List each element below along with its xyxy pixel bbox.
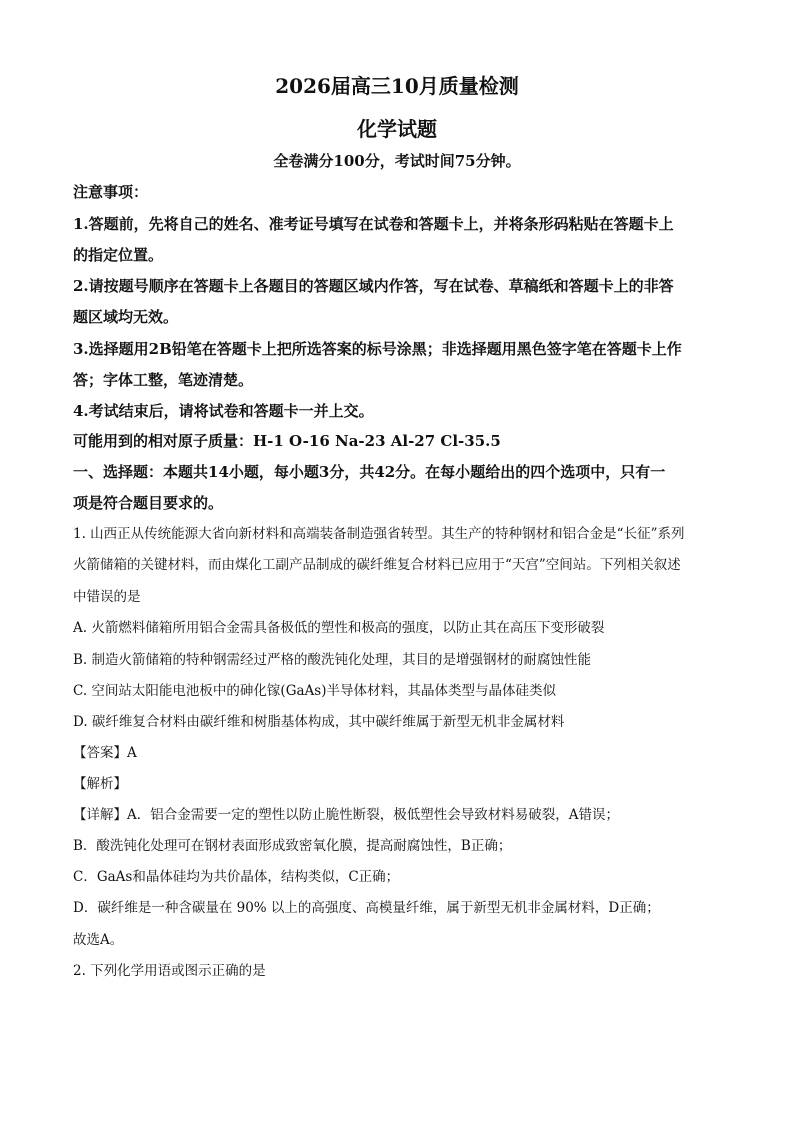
detail-line-1: 【详解】A．铝合金需要一定的塑性以防止脆性断裂，极低塑性会导致材料易破裂，A错误； bbox=[73, 807, 619, 823]
detail-line-4: D．碳纤维是一种含碳量在 90% 以上的高强度、高模量纤维，属于新型无机非金属材料，D正确； bbox=[73, 900, 660, 916]
note-3-line-2: 答；字体工整，笔迹清楚。 bbox=[73, 371, 254, 389]
question-1-stem-line-1: 1. 山西正从传统能源大省向新材料和高端装备制造强省转型。其生产的特种钢材和铝合金是“长征”系列 bbox=[73, 526, 685, 542]
note-4: 4.考试结束后，请将试卷和答题卡一并上交。 bbox=[73, 402, 374, 420]
question-1-option-c: C. 空间站太阳能电池板中的砷化镓(GaAs)半导体材料，其晶体类型与晶体硅类似 bbox=[73, 683, 556, 699]
answer-value: A bbox=[127, 745, 137, 761]
exam-info: 全卷满分100分，考试时间75分钟。 bbox=[273, 152, 521, 170]
subject-title: 化学试题 bbox=[357, 117, 437, 141]
question-1-option-b: B. 制造火箭储箱的特种钢需经过严格的酸洗钝化处理，其目的是增强钢材的耐腐蚀性能 bbox=[73, 652, 592, 668]
answer-label: 【答案】 bbox=[73, 745, 127, 761]
atomic-masses: 可能用到的相对原子质量：H-1 O-16 Na-23 Al-27 Cl-35.5 bbox=[73, 432, 501, 450]
section-1-heading-line-1: 一、选择题：本题共14小题，每小题3分，共42分。在每小题给出的四个选项中，只有一 bbox=[73, 463, 666, 481]
analysis-label: 【解析】 bbox=[73, 776, 127, 792]
question-1-option-d: D. 碳纤维复合材料由碳纤维和树脂基体构成，其中碳纤维属于新型无机非金属材料 bbox=[73, 714, 565, 730]
answer-row bbox=[73, 741, 723, 765]
question-1-stem-line-3: 中错误的是 bbox=[73, 589, 141, 605]
conclusion: 故选A。 bbox=[73, 932, 124, 948]
exam-title: 2026届高三10月质量检测 bbox=[275, 74, 519, 98]
note-2-line-2: 题区域均无效。 bbox=[73, 308, 179, 326]
detail-line-2: B．酸洗钝化处理可在钢材表面形成致密氧化膜，提高耐腐蚀性，B正确； bbox=[73, 838, 512, 854]
question-1-stem-line-2: 火箭储箱的关键材料，而由煤化工副产品制成的碳纤维复合材料已应用于“天宫”空间站。下列相关叙述 bbox=[73, 557, 681, 573]
note-3-line-1: 3.选择题用2B铅笔在答题卡上把所选答案的标号涂黑；非选择题用黑色签字笔在答题卡上作 bbox=[73, 340, 682, 358]
question-1-option-a: A. 火箭燃料储箱所用铝合金需具备极低的塑性和极高的强度，以防止其在高压下变形破裂 bbox=[73, 620, 605, 636]
note-1-line-2: 的指定位置。 bbox=[73, 246, 164, 264]
note-1-line-1: 1.答题前，先将自己的姓名、准考证号填写在试卷和答题卡上，并将条形码粘贴在答题卡上 bbox=[73, 215, 674, 233]
note-2-line-1: 2.请按题号顺序在答题卡上各题目的答题区域内作答，写在试卷、草稿纸和答题卡上的非答 bbox=[73, 277, 674, 295]
detail-line-3: C．GaAs和晶体硅均为共价晶体，结构类似，C正确； bbox=[73, 869, 400, 885]
question-2-stem: 2. 下列化学用语或图示正确的是 bbox=[73, 963, 266, 979]
notes-heading: 注意事项： bbox=[73, 183, 149, 201]
section-1-heading-line-2: 项是符合题目要求的。 bbox=[73, 494, 224, 512]
